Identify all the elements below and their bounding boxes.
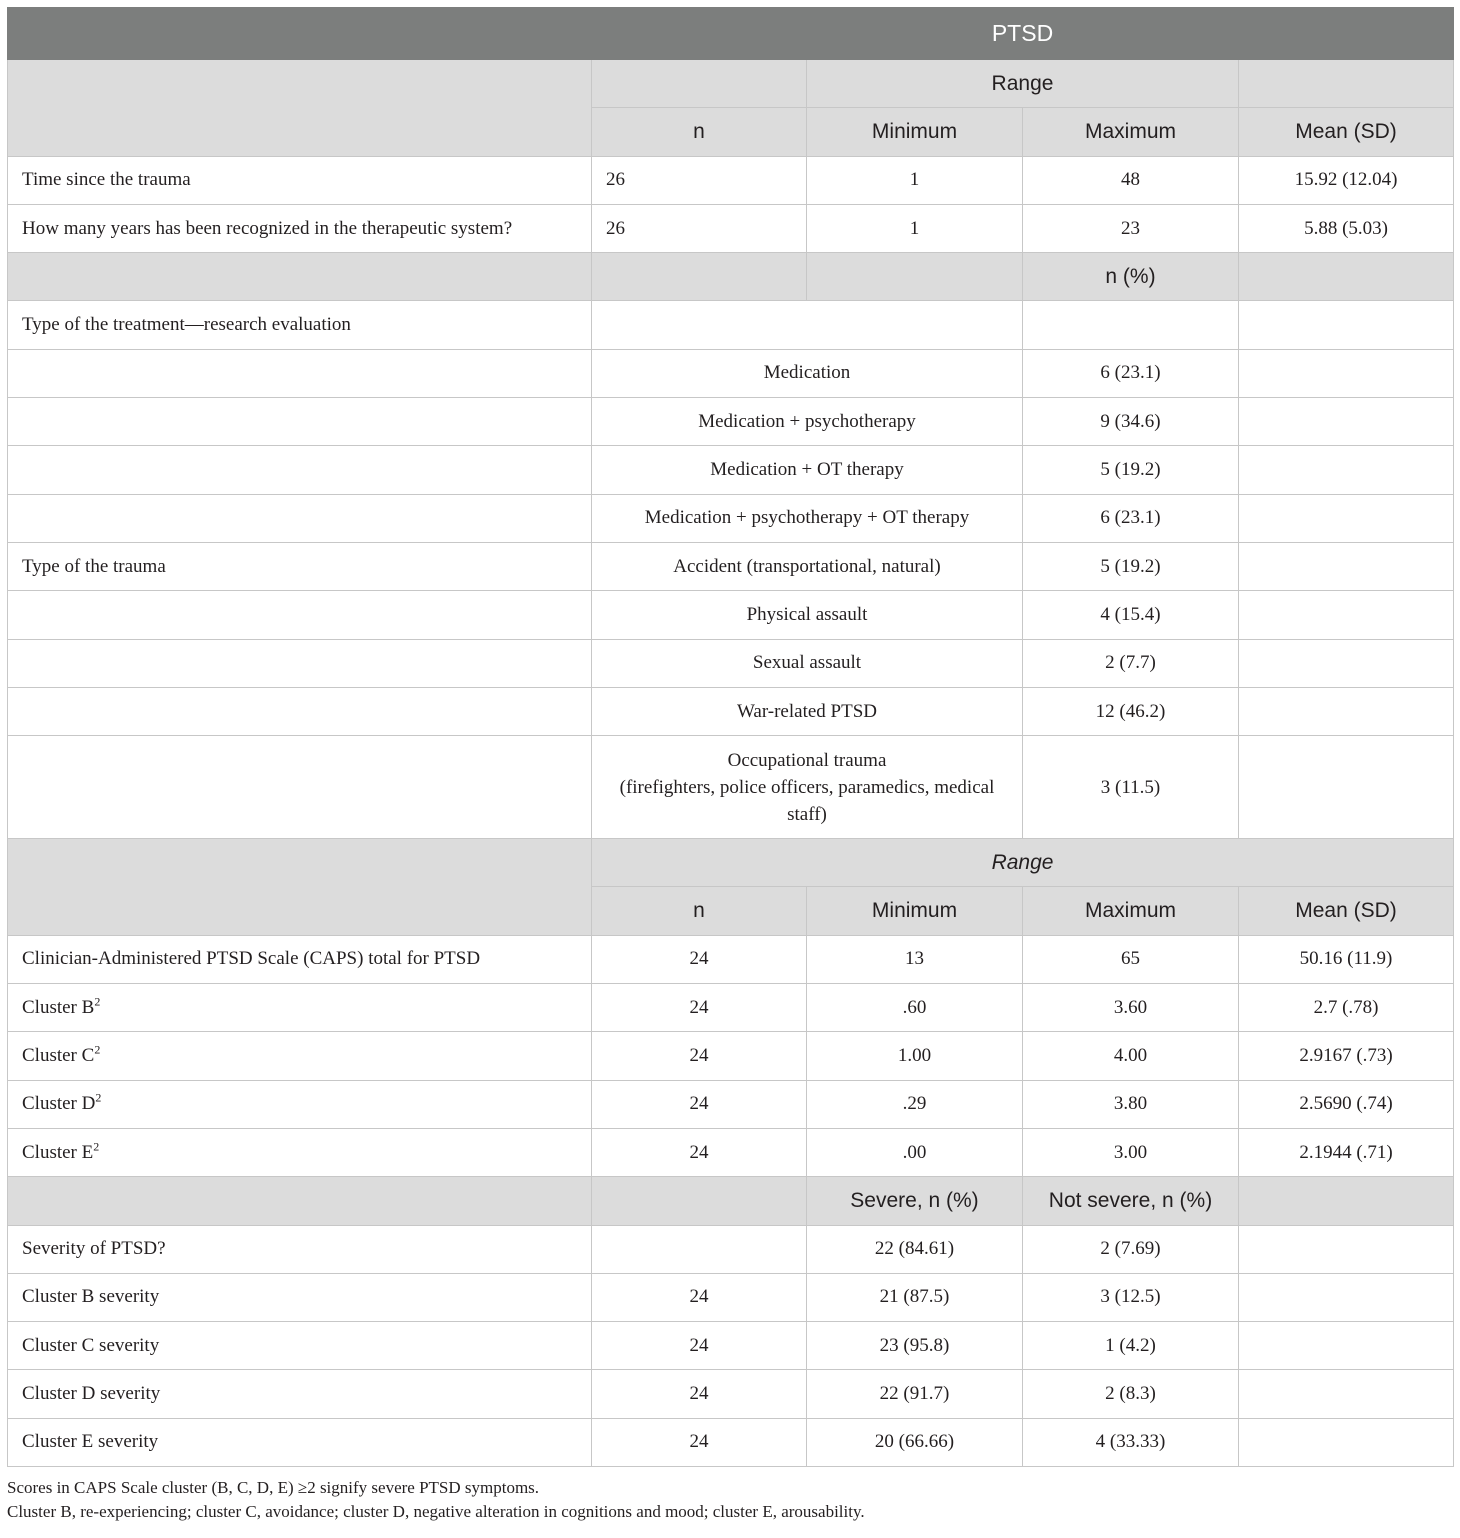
n-value: 24 [592,1370,807,1418]
trauma-label: Type of the trauma [8,542,592,590]
treatment-name: Medication [592,349,1023,397]
treatment-name: Medication + OT therapy [592,446,1023,494]
header-blank-cell [8,60,592,157]
ptsd-table [7,7,1454,1467]
table-row [8,639,1454,687]
not-severe-value: 3 (12.5) [1023,1273,1239,1321]
min-value: 1.00 [807,1032,1023,1080]
row-label: Cluster B severity [8,1273,592,1321]
range-header: Range [807,60,1239,108]
header-blank-cell [8,839,592,936]
max-value: 65 [1023,935,1239,983]
trauma-value: 12 (46.2) [1023,687,1239,735]
table-row [8,446,1454,494]
row-label: Clinician-Administered PTSD Scale (CAPS) total for PTSD [8,935,592,983]
n-value: 24 [592,984,807,1032]
n-value: 24 [592,1418,807,1466]
mean-value: 50.16 (11.9) [1239,935,1454,983]
table-row [8,204,1454,252]
n-header: n [592,108,807,156]
range-header: Range [592,839,1454,887]
trauma-name-line1: Occupational trauma [727,749,887,771]
trauma-value: 3 (11.5) [1023,736,1239,839]
trauma-name: Accident (transportational, natural) [592,542,1023,590]
npct-header: n (%) [1023,253,1239,301]
row-label [8,1032,592,1080]
min-value: .00 [807,1128,1023,1176]
trauma-name: Physical assault [592,591,1023,639]
npct-header-row [8,253,1454,301]
n-value: 24 [592,1128,807,1176]
table-row [8,687,1454,735]
min-value: 1 [807,204,1023,252]
maximum-header: Maximum [1023,108,1239,156]
title-row [8,8,1454,60]
header-blank-cell [592,253,807,301]
n-value: 24 [592,1273,807,1321]
row-label: Time since the trauma [8,156,592,204]
cluster-label: Cluster D [22,1093,96,1115]
treatment-label: Type of the treatment—research evaluation [8,301,592,349]
header-blank-cell [8,253,592,301]
table-row [8,301,1454,349]
trauma-value: 4 (15.4) [1023,591,1239,639]
table-row [8,1273,1454,1321]
footnote-marker: 2 [94,1042,101,1057]
treatment-value: 6 (23.1) [1023,349,1239,397]
row-label [8,984,592,1032]
n-value: 24 [592,1322,807,1370]
footnote: Cluster B, re-experiencing; cluster C, avoidance; cluster D, negative alteration in cognitions and mood; cluster E, arousability. [7,1502,865,1522]
header-blank-cell [807,253,1023,301]
table-row [8,494,1454,542]
mean-value: 2.7 (.78) [1239,984,1454,1032]
max-value: 3.80 [1023,1080,1239,1128]
not-severe-header: Not severe, n (%) [1023,1177,1239,1225]
table-row [8,1370,1454,1418]
mean-value: 2.9167 (.73) [1239,1032,1454,1080]
treatment-value: 9 (34.6) [1023,398,1239,446]
row-label [8,1128,592,1176]
table-row [8,1418,1454,1466]
trauma-name: War-related PTSD [592,687,1023,735]
row-label: Cluster C severity [8,1322,592,1370]
table-row [8,349,1454,397]
min-value: .60 [807,984,1023,1032]
header-range-row [8,60,1454,108]
trauma-name-line2: (firefighters, police officers, paramedics, medical staff) [619,776,995,825]
table-row [8,591,1454,639]
not-severe-value: 4 (33.33) [1023,1418,1239,1466]
treatment-name: Medication + psychotherapy [592,398,1023,446]
severe-value: 22 (91.7) [807,1370,1023,1418]
min-value: 13 [807,935,1023,983]
not-severe-value: 2 (8.3) [1023,1370,1239,1418]
table-row [8,1225,1454,1273]
treatment-value: 5 (19.2) [1023,446,1239,494]
n-value [592,1225,807,1273]
n-header: n [592,887,807,935]
row-label: How many years has been recognized in the therapeutic system? [8,204,592,252]
cluster-label: Cluster C [22,1044,95,1066]
table-row [8,1080,1454,1128]
row-label: Cluster E severity [8,1418,592,1466]
footnote-marker: 2 [94,994,101,1009]
row-label [8,1080,592,1128]
table-row [8,156,1454,204]
trauma-value: 2 (7.7) [1023,639,1239,687]
table-row [8,542,1454,590]
n-value: 24 [592,1080,807,1128]
max-value: 4.00 [1023,1032,1239,1080]
table-row [8,984,1454,1032]
n-value: 26 [592,156,807,204]
header-range-row [8,839,1454,887]
not-severe-value: 2 (7.69) [1023,1225,1239,1273]
header-blank-cell [1239,60,1454,108]
trauma-value: 5 (19.2) [1023,542,1239,590]
mean-value: 2.1944 (.71) [1239,1128,1454,1176]
mean-header: Mean (SD) [1239,108,1454,156]
ptsd-table-container [7,7,1453,1524]
min-value: .29 [807,1080,1023,1128]
table-row [8,1032,1454,1080]
severe-value: 23 (95.8) [807,1322,1023,1370]
min-value: 1 [807,156,1023,204]
footnote: Scores in CAPS Scale cluster (B, C, D, E) ≥2 signify severe PTSD symptoms. [7,1478,540,1498]
mean-value: 2.5690 (.74) [1239,1080,1454,1128]
n-value: 26 [592,204,807,252]
n-value: 24 [592,1032,807,1080]
max-value: 3.00 [1023,1128,1239,1176]
row-label: Cluster D severity [8,1370,592,1418]
n-value: 24 [592,935,807,983]
header-blank-cell [592,1177,807,1225]
table-row [8,736,1454,839]
header-blank-cell [1239,253,1454,301]
trauma-name: Sexual assault [592,639,1023,687]
footnote-marker: 2 [93,1139,100,1154]
max-value: 23 [1023,204,1239,252]
table-row [8,398,1454,446]
treatment-name: Medication + psychotherapy + OT therapy [592,494,1023,542]
severe-value: 20 (66.66) [807,1418,1023,1466]
trauma-name [592,736,1023,839]
minimum-header: Minimum [807,108,1023,156]
cluster-label: Cluster B [22,996,95,1018]
maximum-header: Maximum [1023,887,1239,935]
minimum-header: Minimum [807,887,1023,935]
table-title: PTSD [592,8,1454,60]
max-value: 3.60 [1023,984,1239,1032]
table-row [8,1322,1454,1370]
mean-value: 5.88 (5.03) [1239,204,1454,252]
footnotes [7,1476,1453,1524]
row-label: Severity of PTSD? [8,1225,592,1273]
footnote-marker: 2 [95,1090,102,1105]
mean-header: Mean (SD) [1239,887,1454,935]
severe-value: 21 (87.5) [807,1273,1023,1321]
treatment-value: 6 (23.1) [1023,494,1239,542]
severe-header: Severe, n (%) [807,1177,1023,1225]
severity-header-row [8,1177,1454,1225]
table-row [8,1128,1454,1176]
max-value: 48 [1023,156,1239,204]
table-row [8,935,1454,983]
header-blank-cell [1239,1177,1454,1225]
not-severe-value: 1 (4.2) [1023,1322,1239,1370]
cluster-label: Cluster E [22,1141,94,1163]
mean-value: 15.92 (12.04) [1239,156,1454,204]
severe-value: 22 (84.61) [807,1225,1023,1273]
title-blank-cell [8,8,592,60]
header-blank-cell [592,60,807,108]
header-blank-cell [8,1177,592,1225]
